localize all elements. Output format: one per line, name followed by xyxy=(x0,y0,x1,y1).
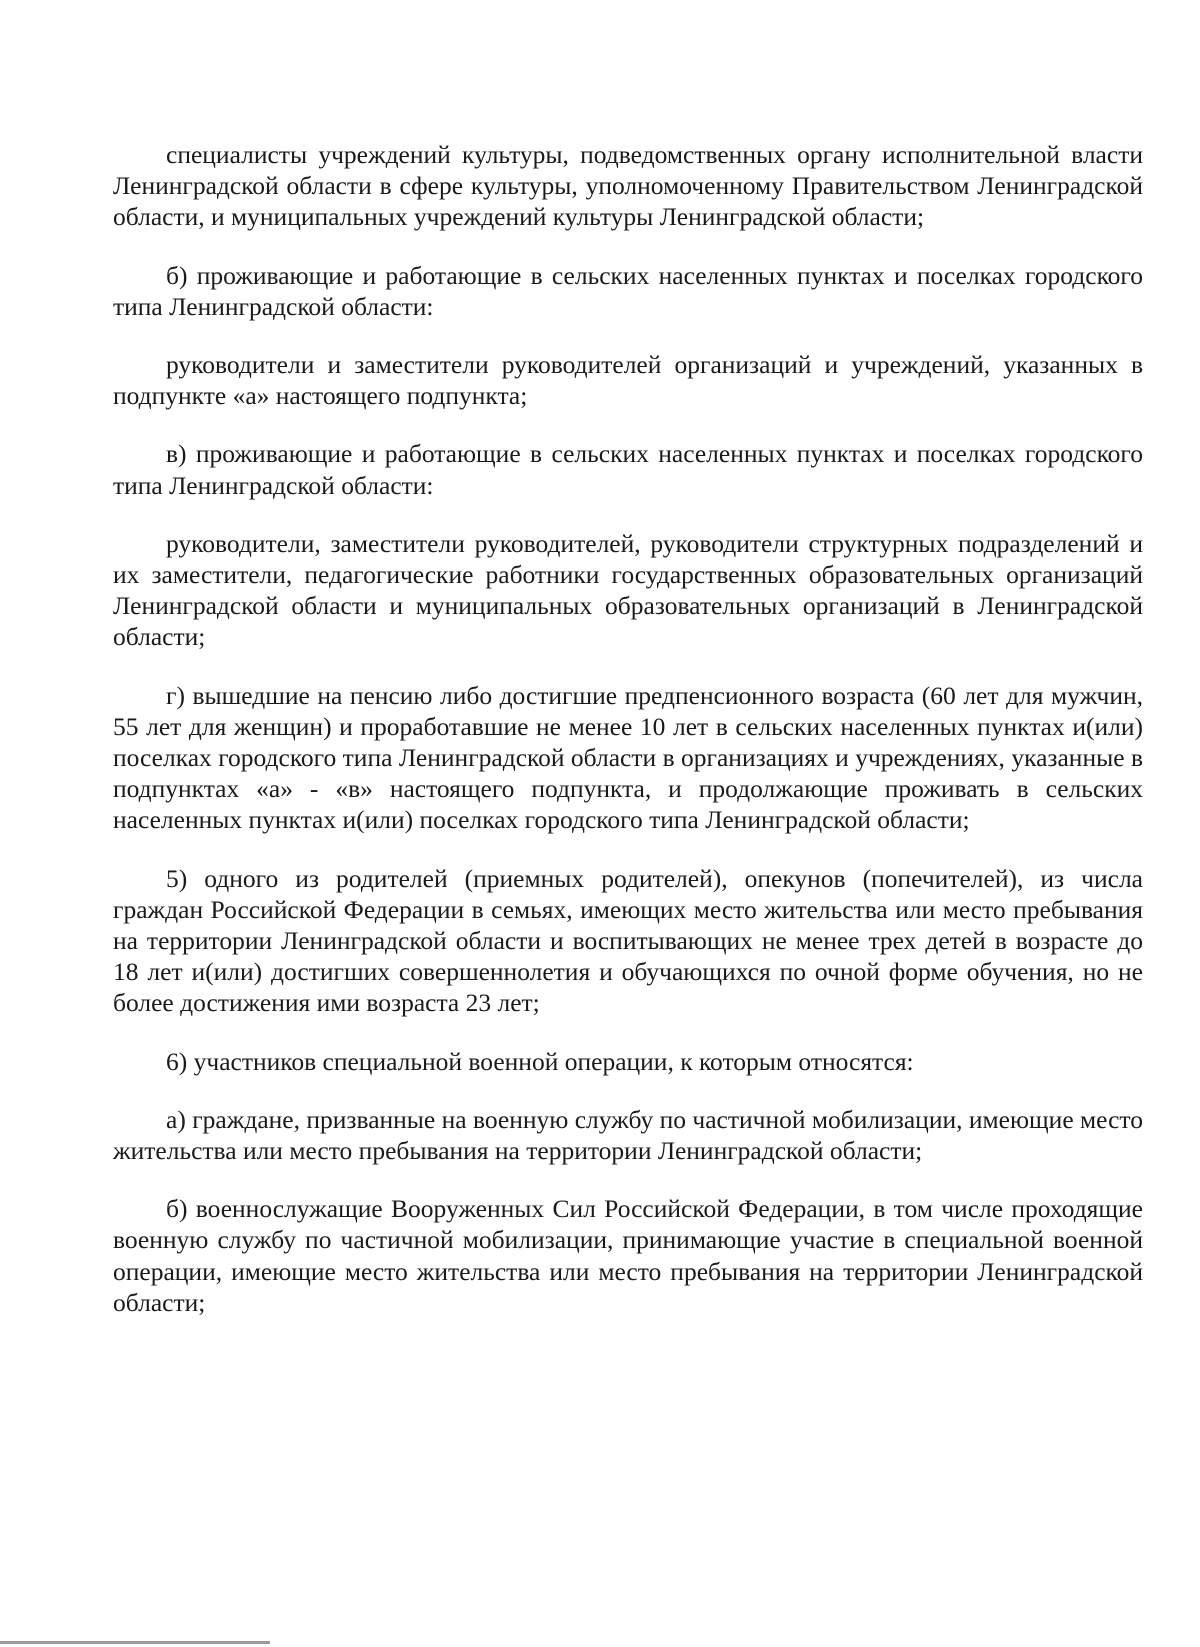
scan-edge-line xyxy=(0,1641,270,1644)
paragraph-6-svo-participants: 6) участников специальной военной операции, к которым относятся: xyxy=(166,1046,914,1076)
paragraph-b-servicemen: б) военнослужащие Вооруженных Сил Российской Федерации, в том числе проходящие военную службу по частичной мобилизации, принимающие участие в специальной военной операции, имеющие место жительства или место пребывания на территории Ленинградской области; xyxy=(113,1194,1143,1317)
paragraph-v-rural-residents: в) проживающие и работающие в сельских населенных пунктах и поселках городского типа Ленинградской области: xyxy=(113,439,1143,500)
paragraph-heads-and-deputies: руководители и заместители руководителей организаций и учреждений, указанных в подпункте «а» настоящего подпункта; xyxy=(113,350,1143,411)
paragraph-5-parents: 5) одного из родителей (приемных родителей), опекунов (попечителей), из числа граждан Российской Федерации в семьях, имеющих место жительства или место пребывания на территории Ленинградской области и воспитывающих не менее трех детей в возрасте до 18 лет и(или) достигших совершеннолетия и обучающихся по очной форме обучения, но не более достижения ими возраста 23 лет; xyxy=(113,863,1143,1018)
paragraph-a-mobilized-citizens: а) граждане, призванные на военную службу по частичной мобилизации, имеющие место жительства или место пребывания на территории Ленинградской области; xyxy=(113,1104,1143,1166)
paragraph-g-pensioners: г) вышедшие на пенсию либо достигшие предпенсионного возраста (60 лет для мужчин, 55 лет для женщин) и проработавшие не менее 10 лет в сельских населенных пунктах и(или) поселках городского типа Ленинградской области в организациях и учреждениях, указанные в подпунктах «а» - «в» настоящего подпункта, и продолжающие проживать в сельских населенных пунктах и(или) поселках городского типа Ленинградской области; xyxy=(113,680,1143,835)
document-body xyxy=(113,139,1143,1345)
paragraph-b-rural-residents: б) проживающие и работающие в сельских населенных пунктах и поселках городского типа Ленинградской области: xyxy=(113,260,1143,321)
paragraph-culture-specialists: специалисты учреждений культуры, подведомственных органу исполнительной власти Ленинградской области в сфере культуры, уполномоченному Правительством Ленинградской области, и муниципальных учреждений культуры Ленинградской области; xyxy=(113,140,1143,232)
paragraph-education-workers: руководители, заместители руководителей, руководители структурных подразделений и их заместители, педагогические работники государственных образовательных организаций Ленинградской области и муниципальных образовательных организаций в Ленинградской области; xyxy=(113,528,1143,652)
